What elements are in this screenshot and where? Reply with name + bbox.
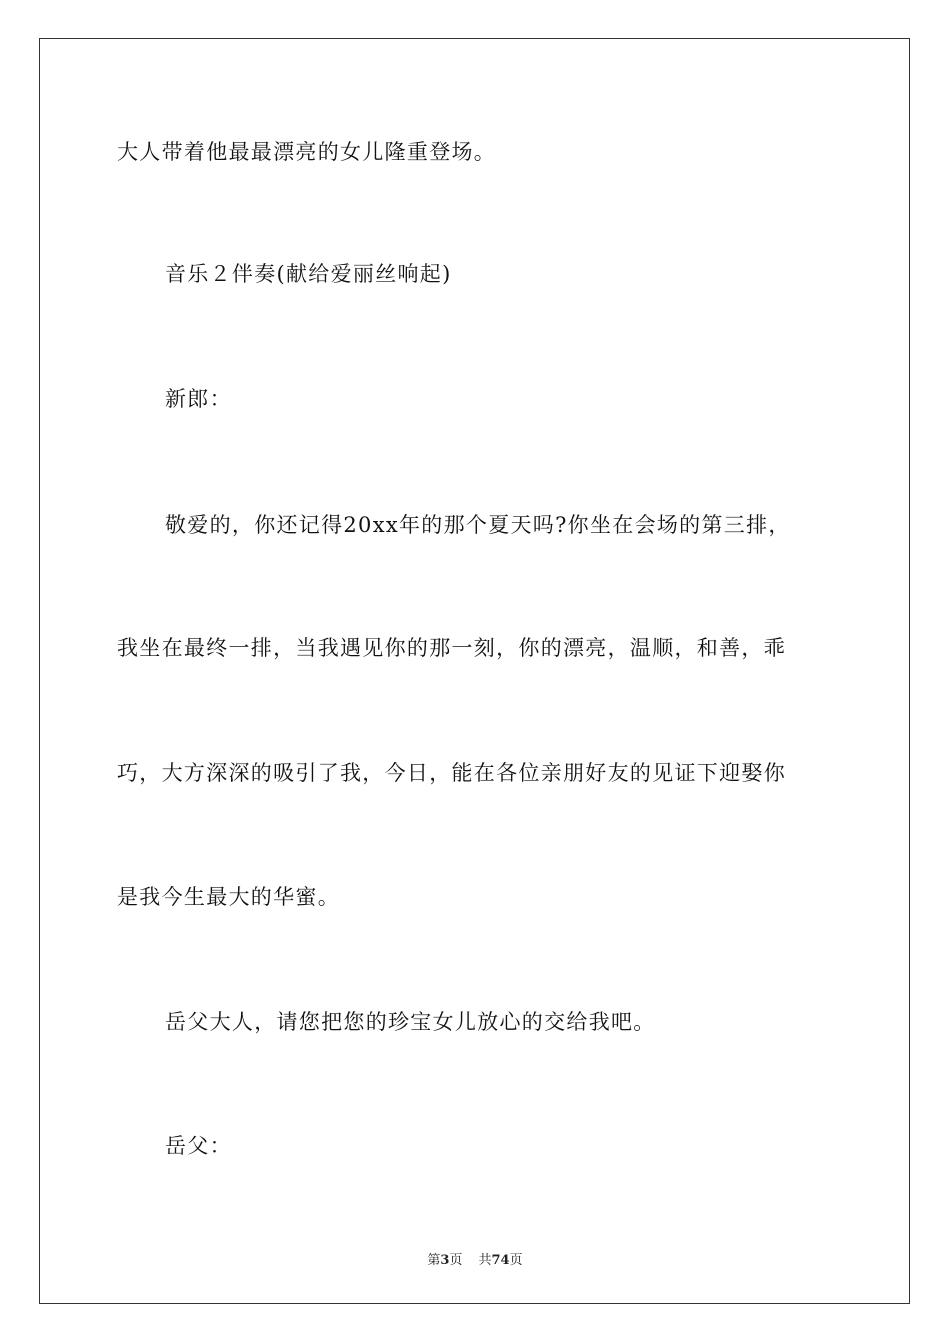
footer-total-prefix: 共 [478, 1253, 492, 1268]
text-line-speech-3: 巧，大方深深的吸引了我，今日，能在各位亲朋好友的见证下迎娶你 [117, 761, 786, 785]
page-border [39, 38, 910, 1304]
text-line-speech-1: 敬爱的，你还记得20xx年的那个夏天吗?你坐在会场的第三排， [165, 513, 791, 537]
text-line-music: 音乐２伴奏(献给爱丽丝响起) [165, 262, 452, 286]
text-line-speech-4: 是我今生最大的华蜜。 [117, 885, 340, 909]
text-line-groom-label: 新郎： [165, 387, 232, 411]
footer-total-suffix: 页 [509, 1253, 523, 1268]
text-line-father-label: 岳父： [165, 1134, 232, 1158]
page-number: 3 [440, 1253, 450, 1268]
text-line-speech-2: 我坐在最终一排，当我遇见你的那一刻，你的漂亮，温顺，和善，乖 [117, 636, 786, 660]
page-footer [0, 1249, 950, 1268]
text-line-1: 大人带着他最最漂亮的女儿隆重登场。 [117, 140, 497, 164]
footer-prefix: 第 [427, 1253, 441, 1268]
total-pages: 74 [491, 1253, 510, 1268]
footer-page-suffix: 页 [449, 1253, 463, 1268]
text-line-request: 岳父大人，请您把您的珍宝女儿放心的交给我吧。 [165, 1010, 656, 1034]
